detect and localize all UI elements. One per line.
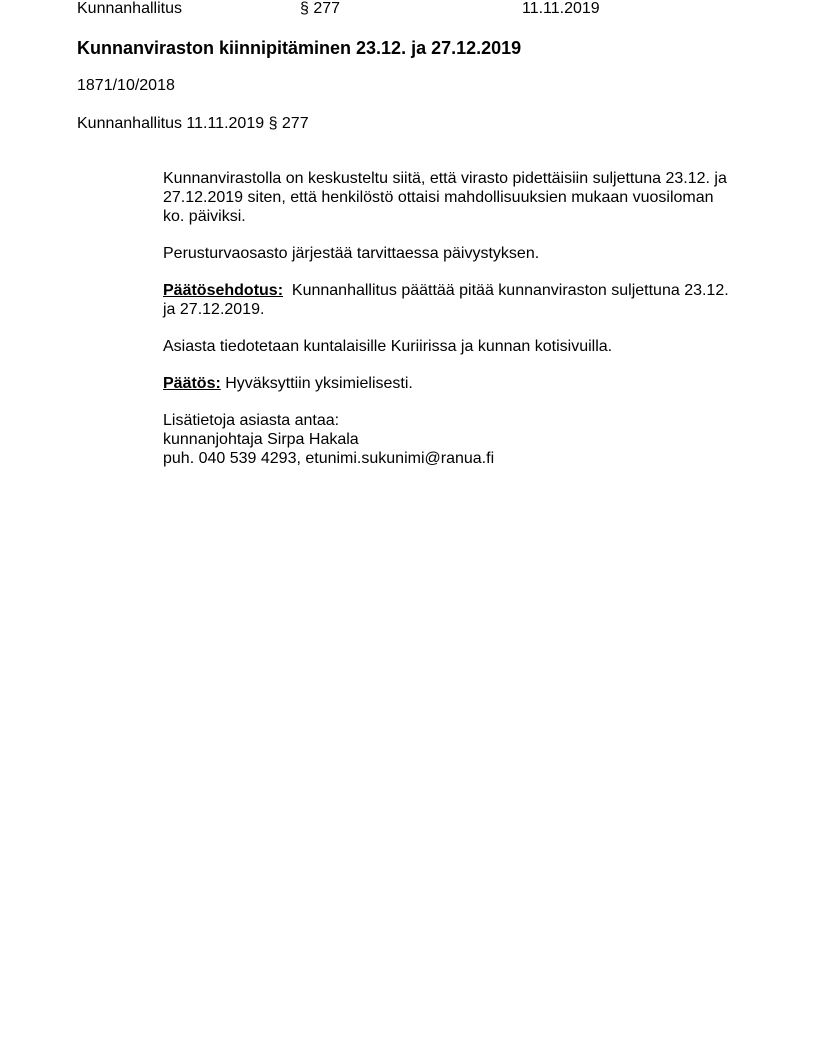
document-title: Kunnanviraston kiinnipitäminen 23.12. ja 27.12.2019 (77, 38, 522, 58)
diary-number: 1871/10/2018 (77, 77, 175, 94)
proposal-text: Kunnanhallitus päättää pitää kunnanviraston suljettuna 23.12. ja 27.12.2019. (163, 282, 729, 318)
contact-name: kunnanjohtaja Sirpa Hakala (163, 431, 359, 448)
header-date: 11.11.2019 (522, 0, 600, 17)
decision-paragraph (163, 374, 738, 393)
duty-paragraph: Perusturvaosasto järjestää tarvittaessa päivystyksen. (163, 245, 540, 262)
document-body (163, 169, 738, 468)
contact-phone-email: puh. 040 539 4293, etunimi.sukunimi@ranua.fi (163, 450, 495, 467)
decision-label: Päätös: (163, 375, 221, 392)
contact-intro: Lisätietoja asiasta antaa: (163, 412, 340, 429)
notice-paragraph: Asiasta tiedotetaan kuntalaisille Kuriirissa ja kunnan kotisivuilla. (163, 338, 613, 355)
proposal-paragraph (163, 281, 738, 319)
intro-paragraph: Kunnanvirastolla on keskusteltu siitä, että virasto pidettäisiin suljettuna 23.12. ja 27.12.2019 siten, että henkilöstö ottaisi mahdollisuuksien mukaan vuosiloman ko. päiviksi. (163, 170, 727, 225)
meeting-reference: Kunnanhallitus 11.11.2019 § 277 (77, 115, 309, 132)
proposal-label: Päätösehdotus: (163, 282, 284, 299)
contact-block (163, 411, 738, 468)
decision-text: Hyväksyttiin yksimielisesti. (225, 375, 413, 392)
header-body: Kunnanhallitus (77, 0, 182, 17)
header-section: § 277 (300, 0, 341, 17)
